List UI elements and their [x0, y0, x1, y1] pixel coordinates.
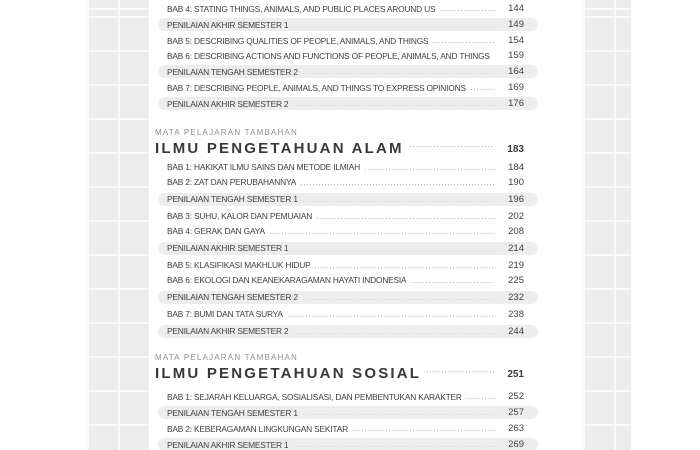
- assessment-entry: [158, 193, 538, 206]
- entry-page-number: 263: [508, 423, 524, 434]
- entry-title: BAB 6: DESCRIBING ACTIONS AND FUNCTIONS OF PEOPLE, ANIMALS, AND THINGS: [167, 50, 490, 61]
- toc-section-english-continued: [158, 1, 538, 112]
- entry-title: PENILAIAN AKHIR SEMESTER 1: [167, 19, 289, 30]
- entry-page-number: 196: [508, 193, 524, 205]
- dotted-leader: [288, 316, 495, 317]
- entry-title: BAB 5: DESCRIBING QUALITIES OF PEOPLE, ANIMALS, AND THINGS: [167, 35, 429, 46]
- dotted-leader: [410, 146, 494, 147]
- chapter-entry: [158, 307, 538, 322]
- assessment-entry: [158, 18, 538, 31]
- dotted-leader: [353, 430, 495, 431]
- section-page-number: 183: [507, 144, 524, 155]
- dotted-leader: [293, 446, 495, 447]
- chapter-entry: [158, 389, 538, 404]
- toc-entry-list: [158, 389, 538, 450]
- dotted-leader: [471, 89, 495, 90]
- entry-title: PENILAIAN TENGAH SEMESTER 1: [167, 194, 298, 204]
- entry-page-number: 238: [508, 308, 524, 320]
- entry-title: BAB 1: HAKIKAT ILMU SAINS DAN METODE ILMIAH: [167, 162, 360, 172]
- dotted-leader: [427, 371, 494, 372]
- chapter-entry: [158, 421, 538, 436]
- entry-page-number: 169: [508, 82, 524, 93]
- section-kicker: MATA PELAJARAN TAMBAHAN: [155, 353, 299, 362]
- dotted-leader: [303, 414, 495, 415]
- dotted-leader: [293, 105, 495, 106]
- toc-page: [149, 0, 583, 450]
- toc-section-ilmu-pengetahuan-sosial: [155, 353, 538, 450]
- entry-title: PENILAIAN AKHIR SEMESTER 1: [167, 243, 289, 253]
- section-heading-row: [155, 140, 538, 157]
- entry-page-number: 164: [508, 66, 524, 77]
- dotted-leader: [467, 398, 495, 399]
- dotted-leader: [411, 282, 495, 283]
- entry-page-number: 225: [508, 274, 524, 286]
- entry-title: BAB 7: DESCRIBING PEOPLE, ANIMALS, AND THINGS TO EXPRESS OPINIONS: [167, 82, 466, 93]
- dotted-leader: [303, 73, 495, 74]
- entry-title: BAB 1: SEJARAH KELUARGA, SOSIALISASI, DAN PEMBENTUKAN KARAKTER: [167, 391, 462, 402]
- entry-page-number: 232: [508, 291, 524, 303]
- entry-title: PENILAIAN AKHIR SEMESTER 2: [167, 98, 289, 109]
- chapter-entry: [158, 33, 538, 48]
- dotted-leader: [440, 10, 495, 11]
- assessment-entry: [158, 65, 538, 78]
- section-title: ILMU PENGETAHUAN SOSIAL: [155, 365, 422, 382]
- chapter-entry: [158, 224, 538, 239]
- toc-entry-list: [158, 1, 538, 110]
- entry-page-number: 176: [508, 98, 524, 109]
- dotted-leader: [433, 42, 495, 43]
- dotted-leader: [293, 26, 495, 27]
- toc-section-ilmu-pengetahuan-alam: [155, 128, 538, 341]
- entry-page-number: 219: [508, 259, 524, 271]
- assessment-entry: [158, 291, 538, 304]
- entry-title: PENILAIAN TENGAH SEMESTER 2: [167, 292, 298, 302]
- chapter-entry: [158, 273, 538, 288]
- dotted-leader: [293, 250, 495, 251]
- entry-page-number: 244: [508, 325, 524, 337]
- entry-page-number: 257: [508, 407, 524, 418]
- entry-page-number: 159: [508, 50, 524, 61]
- dotted-leader: [270, 233, 495, 234]
- entry-page-number: 252: [508, 391, 524, 402]
- entry-page-number: 149: [508, 19, 524, 30]
- chapter-entry: [158, 1, 538, 16]
- entry-page-number: 144: [508, 3, 524, 14]
- entry-title: BAB 7: BUMI DAN TATA SURYA: [167, 309, 283, 319]
- section-heading-row: [155, 365, 538, 382]
- entry-page-number: 214: [508, 242, 524, 254]
- entry-title: BAB 3: SUHU, KALOR DAN PEMUAIAN: [167, 211, 313, 221]
- dotted-leader: [317, 218, 495, 219]
- entry-title: BAB 2: KEBERAGAMAN LINGKUNGAN SEKITAR: [167, 423, 348, 434]
- assessment-entry: [158, 438, 538, 450]
- section-page-number: 251: [507, 369, 524, 380]
- dotted-leader: [301, 184, 495, 185]
- entry-page-number: 190: [508, 176, 524, 188]
- entry-page-number: 269: [508, 439, 524, 450]
- entry-title: BAB 2: ZAT DAN PERUBAHANNYA: [167, 177, 297, 187]
- dotted-leader: [365, 169, 495, 170]
- entry-title: BAB 4: STATING THINGS, ANIMALS, AND PUBLIC PLACES AROUND US: [167, 3, 436, 14]
- assessment-entry: [158, 242, 538, 255]
- assessment-entry: [158, 406, 538, 419]
- dotted-leader: [303, 201, 495, 202]
- chapter-entry: [158, 258, 538, 273]
- toc-entry-list: [158, 160, 538, 338]
- entry-title: PENILAIAN AKHIR SEMESTER 1: [167, 439, 289, 450]
- dotted-leader: [315, 267, 495, 268]
- entry-title: BAB 4: GERAK DAN GAYA: [167, 226, 265, 236]
- chapter-entry: [158, 209, 538, 224]
- entry-page-number: 202: [508, 210, 524, 222]
- entry-title: PENILAIAN TENGAH SEMESTER 2: [167, 66, 298, 77]
- entry-page-number: 208: [508, 225, 524, 237]
- entry-title: PENILAIAN TENGAH SEMESTER 1: [167, 407, 298, 418]
- section-title: ILMU PENGETAHUAN ALAM: [155, 140, 404, 157]
- dotted-leader: [293, 333, 495, 334]
- assessment-entry: [158, 325, 538, 338]
- chapter-entry: [158, 80, 538, 95]
- section-kicker: MATA PELAJARAN TAMBAHAN: [155, 128, 299, 137]
- entry-title: BAB 5: KLASIFIKASI MAKHLUK HIDUP: [167, 260, 311, 270]
- entry-title: BAB 6: EKOLOGI DAN KEANEKARAGAMAN HAYATI INDONESIA: [167, 275, 407, 285]
- entry-page-number: 154: [508, 35, 524, 46]
- entry-title: PENILAIAN AKHIR SEMESTER 2: [167, 326, 289, 336]
- entry-page-number: 184: [508, 161, 524, 173]
- dotted-leader: [303, 299, 495, 300]
- assessment-entry: [158, 97, 538, 110]
- chapter-entry: [158, 48, 538, 63]
- chapter-entry: [158, 160, 538, 175]
- chapter-entry: [158, 175, 538, 190]
